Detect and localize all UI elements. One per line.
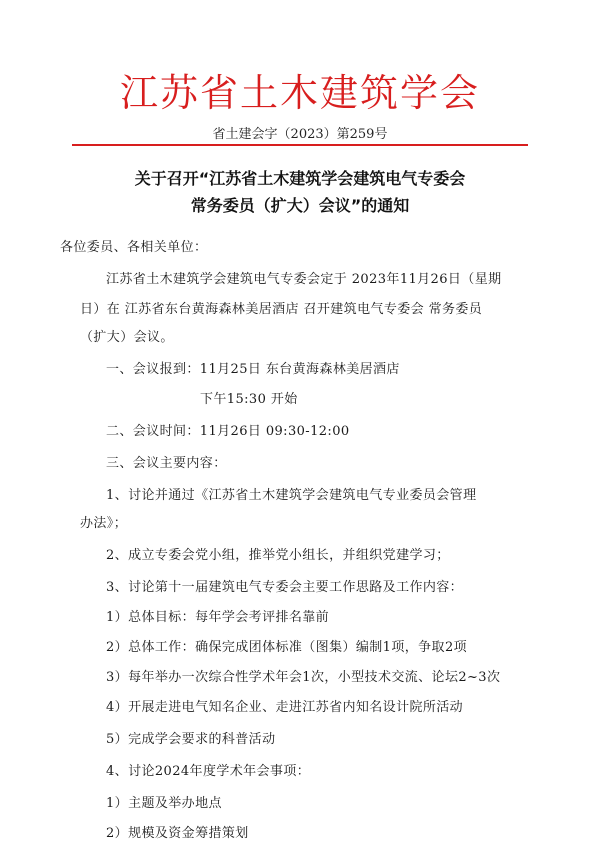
content-item-1-line-1: 1、讨论并通过《江苏省土木建筑学会建筑电气专业委员会管理: [106, 488, 477, 503]
content-item-2: 2、成立专委会党小组，推举党小组长，并组织党建学习；: [106, 548, 450, 563]
intro-line-1: 江苏省土木建筑学会建筑电气专委会定于 2023年11月26日（星期: [106, 272, 502, 287]
salutation: 各位委员、各相关单位：: [60, 240, 208, 255]
section-main-content: 三、会议主要内容：: [106, 456, 227, 471]
content-item-3: 3、讨论第十一届建筑电气专委会主要工作思路及工作内容：: [106, 580, 464, 595]
sub-item-5: 5）完成学会要求的科普活动: [106, 732, 276, 747]
content-item-4: 4、讨论2024年度学术年会事项：: [106, 764, 311, 779]
notice-title-line-1: 关于召开“江苏省土木建筑学会建筑电气专委会: [134, 169, 466, 188]
section-meeting-time: 二、会议时间：11月26日 09:30-12:00: [106, 424, 350, 439]
sub-item-3: 3）每年举办一次综合性学术年会1次，小型技术交流、论坛2~3次: [106, 670, 501, 685]
sub-item-4-1: 1）主题及举办地点: [106, 796, 222, 811]
notice-title-line-2: 常务委员（扩大）会议”的通知: [190, 196, 410, 215]
intro-line-3: （扩大）会议。: [80, 330, 174, 345]
registration-time: 下午15:30 开始: [200, 392, 298, 407]
organization-title: 江苏省土木建筑学会: [119, 71, 480, 115]
sub-item-4: 4）开展走进电气知名企业、走进江苏省内知名设计院所活动: [106, 700, 464, 715]
red-divider: [72, 144, 528, 146]
intro-line-2: 日）在 江苏省东台黄海森林美居酒店 召开建筑电气专委会 常务委员: [80, 302, 483, 317]
sub-item-4-2: 2）规模及资金筹措策划: [106, 826, 249, 841]
document-number: 省土建会字（2023）第259号: [212, 127, 388, 142]
content-item-1-line-2: 办法》；: [80, 516, 128, 531]
section-registration: 一、会议报到：11月25日 东台黄海森林美居酒店: [106, 362, 400, 377]
sub-item-1: 1）总体目标：每年学会考评排名靠前: [106, 610, 330, 625]
sub-item-2: 2）总体工作：确保完成团体标准（图集）编制1项，争取2项: [106, 640, 468, 655]
